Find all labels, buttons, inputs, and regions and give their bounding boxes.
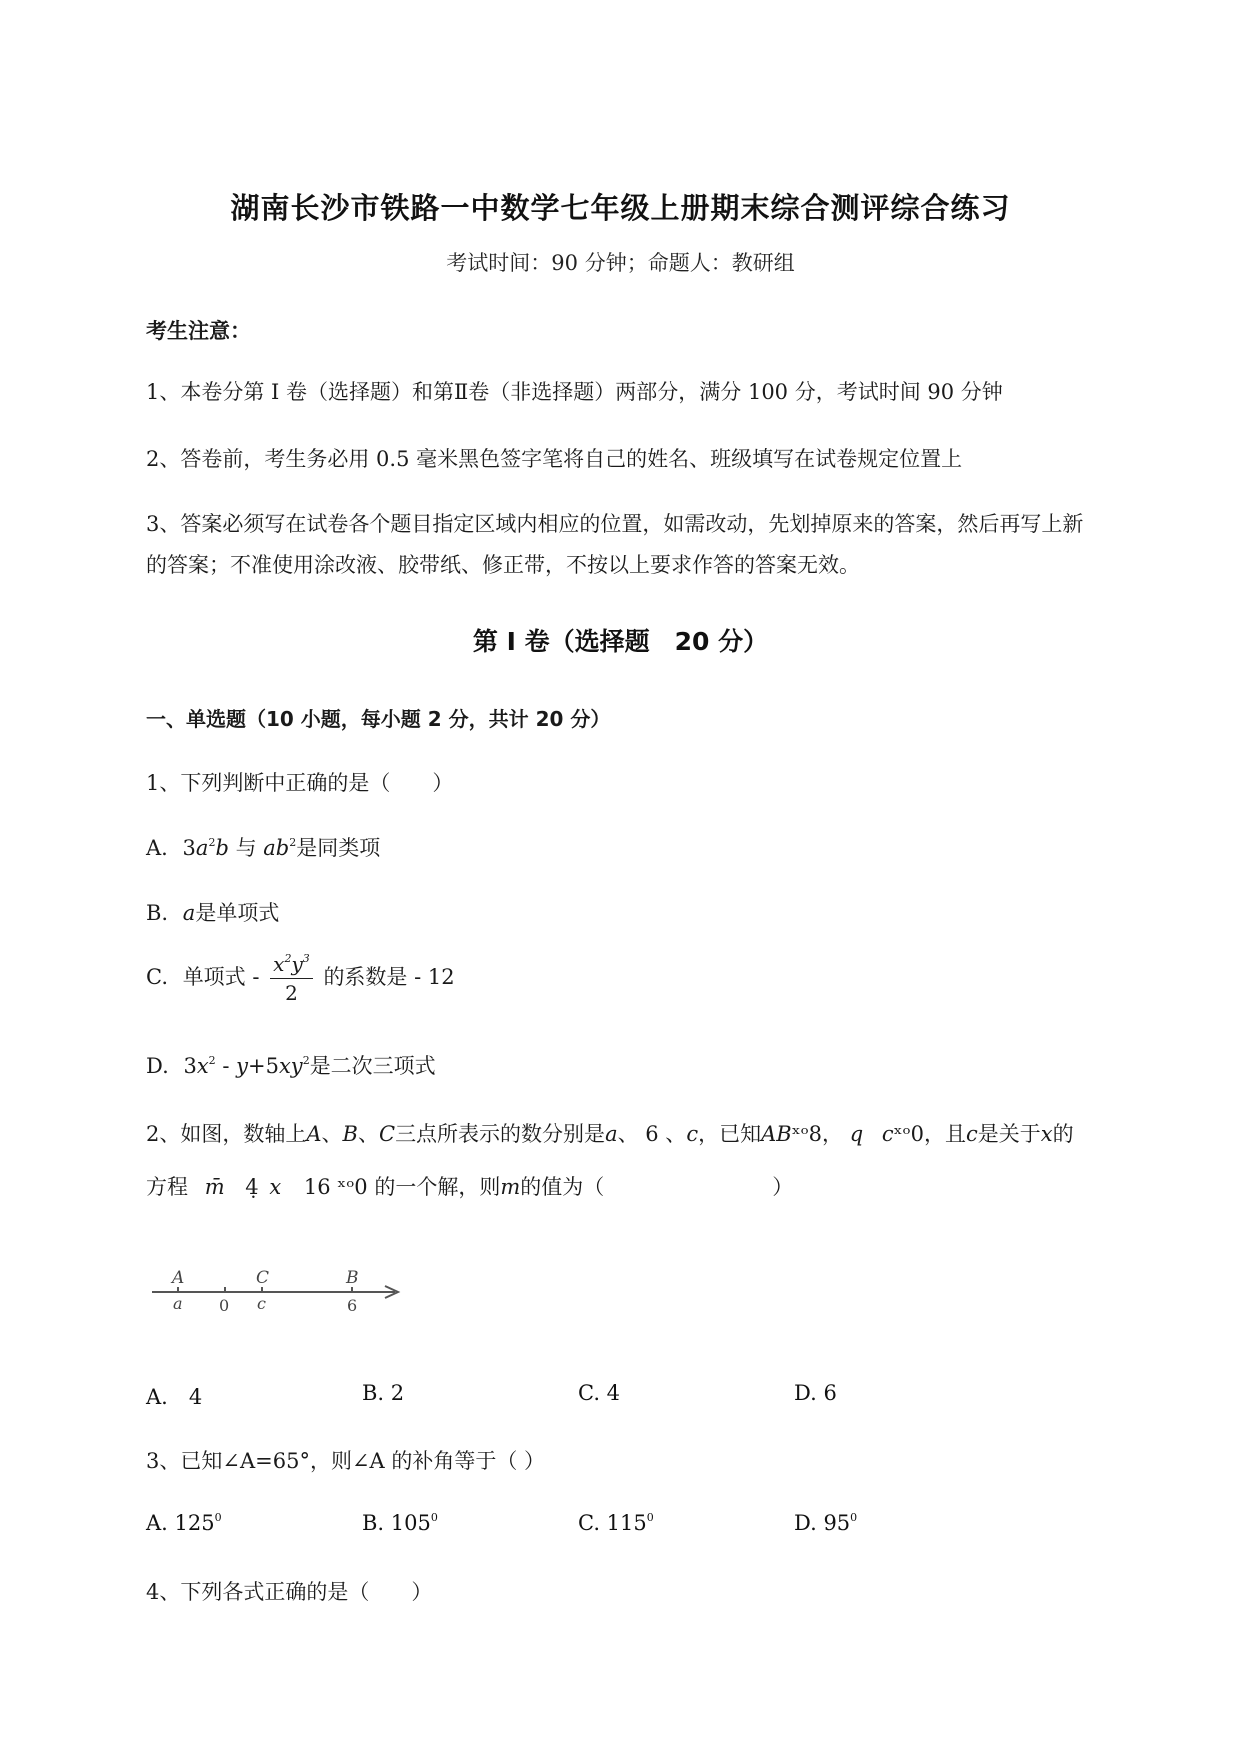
math-var: q [849, 1122, 864, 1146]
option-text: 的系数是 - 12 [323, 965, 455, 989]
q2-option-a[interactable]: A. 4 [146, 1385, 203, 1409]
q2-stem-line-1 [146, 1118, 1074, 1148]
stem-text: 的 [1052, 1122, 1074, 1146]
math-var: b [215, 836, 229, 860]
notice-item-3-line-2: 的答案；不准使用涂改液、胶带纸、修正带，不按以上要求作答的答案无效。 [146, 553, 860, 577]
math-var: x [273, 952, 285, 976]
q4-stem: 4、下列各式正确的是（ ） [146, 1580, 433, 1604]
stem-text: 的值为（ ） [520, 1175, 794, 1199]
math-var: m̄ [204, 1175, 225, 1199]
math-var: c [881, 1122, 894, 1146]
stem-text: 三点所表示的数分别是 [395, 1122, 606, 1146]
math-var: B [342, 1122, 358, 1146]
math-var: y [291, 952, 303, 976]
q3-option-b[interactable] [362, 1511, 438, 1535]
exponent: 2 [284, 952, 292, 965]
degree-mark: 0 [430, 1511, 438, 1524]
degree-mark: 0 [646, 1511, 654, 1524]
math-var: y [236, 1054, 248, 1078]
q1-option-b[interactable] [146, 897, 279, 927]
math-var: a [605, 1122, 618, 1146]
stem-text: 是关于 [977, 1122, 1041, 1146]
stem-text: ，已知 [698, 1122, 762, 1146]
value-label-a: a [173, 1294, 183, 1313]
q1-option-c[interactable] [146, 952, 455, 1005]
point-label-B: B [346, 1268, 359, 1288]
notice-item-3-line-1: 3、答案必须写在试卷各个题目指定区域内相应的位置，如需改动，先划掉原来的答案，然后再写上新 [146, 512, 1084, 536]
option-text: B. 105 [362, 1511, 431, 1535]
stem-text: 、 6 、 [617, 1122, 687, 1146]
notice-item-1: 1、本卷分第 I 卷（选择题）和第Ⅱ卷（非选择题）两部分，满分 100 分，考试时间 90 分钟 [146, 380, 1003, 404]
math-var: c [966, 1122, 978, 1146]
math-var: x [196, 1054, 209, 1078]
option-text: C. 115 [578, 1511, 647, 1535]
q2-option-d[interactable]: D. 6 [794, 1381, 837, 1405]
point-label-C: C [256, 1268, 270, 1288]
degree-mark: 0 [214, 1511, 222, 1524]
q2-option-b[interactable]: B. 2 [362, 1381, 405, 1405]
fraction [270, 952, 313, 1005]
exponent: 2 [208, 836, 216, 849]
option-text: A. 125 [146, 1511, 215, 1535]
exam-info: 考试时间：90 分钟；命题人：教研组 [446, 251, 795, 275]
exponent: 2 [289, 836, 297, 849]
part-heading: 一、单选题（10 小题，每小题 2 分，共计 20 分） [146, 707, 611, 731]
q1-option-d[interactable] [146, 1050, 436, 1080]
q3-option-c[interactable] [578, 1511, 654, 1535]
q3-option-a[interactable] [146, 1511, 222, 1535]
operator: +5 [248, 1054, 279, 1078]
stem-text: 、 [357, 1122, 379, 1146]
exponent: 2 [302, 1054, 310, 1067]
math-var: A [306, 1122, 322, 1146]
math-var: m [500, 1175, 521, 1199]
value-label-6: 6 [347, 1296, 358, 1315]
point-label-A: A [172, 1268, 185, 1288]
option-letter: D. [146, 1054, 169, 1078]
coefficient: 3 [182, 836, 196, 860]
option-text: D. 95 [794, 1511, 851, 1535]
q1-option-a[interactable] [146, 832, 380, 862]
stem-text: ˣᵒ8， [791, 1122, 844, 1146]
q2-option-c[interactable]: C. 4 [578, 1381, 621, 1405]
math-var: C [378, 1122, 396, 1146]
exponent: 2 [208, 1054, 216, 1067]
value-label-c: c [257, 1294, 266, 1313]
stem-text: 16 ˣᵒ0 的一个解，则 [303, 1175, 501, 1199]
option-letter: C. [146, 965, 168, 989]
option-letter: B. [146, 901, 169, 925]
math-var: x [269, 1175, 282, 1199]
stem-text: 方程 [146, 1175, 188, 1199]
math-var: a [195, 836, 209, 860]
fraction-denominator: 2 [285, 981, 298, 1005]
q1-stem: 1、下列判断中正确的是（ ） [146, 771, 454, 795]
exponent: 3 [302, 952, 310, 965]
stem-text: 2、如图，数轴上 [146, 1122, 307, 1146]
number-line-figure [150, 1265, 410, 1315]
math-var: a [182, 901, 196, 925]
q3-stem: 3、已知∠A=65°，则∠A 的补角等于（ ） [146, 1449, 546, 1473]
option-text: 单项式 - [182, 965, 260, 989]
q3-option-d[interactable] [794, 1511, 857, 1535]
stem-text: 、 [321, 1122, 343, 1146]
option-text: 是同类项 [296, 836, 381, 860]
option-letter: A. [146, 836, 168, 860]
math-var: x [1040, 1122, 1053, 1146]
math-var: xy [278, 1054, 303, 1078]
option-text: 是单项式 [195, 901, 280, 925]
q2-stem-line-2 [146, 1171, 793, 1201]
connector-text: 与 [235, 836, 257, 860]
math-var: ab [263, 836, 290, 860]
page-title: 湖南长沙市铁路一中数学七年级上册期末综合测评综合练习 [230, 191, 1011, 225]
math-var: AB [761, 1122, 792, 1146]
math-var: c [686, 1122, 699, 1146]
coefficient: 3 [183, 1054, 197, 1078]
stem-text: 4̣ [245, 1175, 259, 1199]
degree-mark: 0 [850, 1511, 858, 1524]
option-text: 是二次三项式 [309, 1054, 436, 1078]
fraction-numerator [270, 952, 313, 979]
notice-heading: 考生注意： [146, 319, 251, 343]
notice-item-2: 2、答卷前，考生务必用 0.5 毫米黑色签字笔将自己的姓名、班级填写在试卷规定位置上 [146, 447, 963, 471]
section-title: 第 I 卷（选择题 20 分） [472, 627, 769, 656]
operator: - [215, 1054, 237, 1078]
stem-text: ˣᵒ0，且 [893, 1122, 966, 1146]
value-label-0: 0 [219, 1296, 230, 1315]
